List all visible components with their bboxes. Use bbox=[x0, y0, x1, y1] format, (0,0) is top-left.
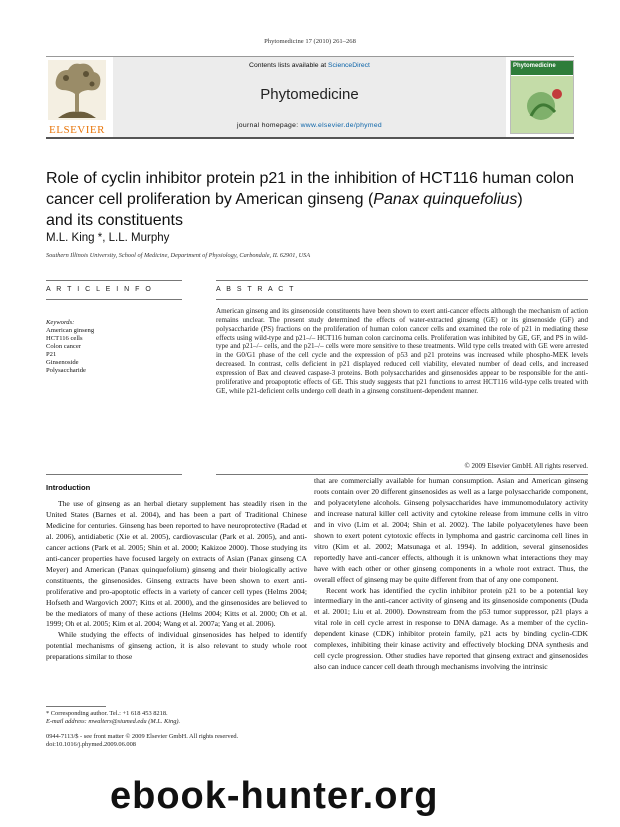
title-line-1: Role of cyclin inhibitor protein p21 in the inhibition of HCT116 human colon bbox=[46, 170, 575, 187]
watermark: ebook-hunter.org bbox=[110, 775, 439, 817]
abstract-bottom-rule bbox=[216, 474, 588, 475]
body-column-right bbox=[314, 476, 588, 673]
title-line-2: cancer cell proliferation by American ginseng (Panax quinquefolius) bbox=[46, 191, 523, 208]
article-info-top-rule bbox=[46, 280, 182, 281]
keyword: Colon cancer bbox=[46, 343, 81, 350]
introduction-heading: Introduction bbox=[46, 483, 91, 492]
abstract-header: A B S T R A C T bbox=[216, 286, 296, 293]
keyword: HCT116 cells bbox=[46, 335, 83, 342]
journal-citation: Phytomedicine 17 (2010) 261–268 bbox=[264, 38, 356, 45]
keywords-label: Keywords: bbox=[46, 319, 75, 326]
body-column-left bbox=[46, 499, 307, 663]
intro-paragraph-1: The use of ginseng as an herbal dietary supplement has steadily risen in the United States (Barnes et al. 2004), and has been a part of Traditional Chinese Medicine for centuries. Ginseng has been reported to have neuroprotective (Radad et al. 2006), antidiabetic (Xie et al. 2005), cardiovascular (Park et al. 2005), and anti-cancer actions (Park et al. 2005; Shin et al. 2000; Kakizoe 2000). Those studying its anti-cancer properties have focused largely on extracts of Asian (Panax ginseng CA Meyer) and American (Panax quinquefolium) ginseng and their biologically active constituents, the ginsenosides. Ginseng extracts have been shown to exert anti-proliferative and pro-apoptotic effects in a variety of cancer cell types (Helms 2004; Hofseth and Wargovich 2007; Kitts et al. 2000), and the ginsenosides are believed to be the mediators of many of these actions (Helms 2004; Kitts et al. 2000; Oh et al. 1999; Oh et al. 2005; Kim et al. 2004; Wang et al. 2007a; Yang et al. 2006). bbox=[46, 499, 307, 629]
publisher-name: ELSEVIER bbox=[49, 124, 105, 136]
contents-prefix: Contents lists available at bbox=[249, 62, 329, 69]
elsevier-tree-logo-icon bbox=[48, 60, 106, 132]
homepage-link[interactable]: www.elsevier.de/phymed bbox=[300, 122, 382, 129]
journal-name: Phytomedicine bbox=[260, 86, 359, 103]
keyword: P21 bbox=[46, 351, 57, 358]
keyword: Polysaccharide bbox=[46, 367, 86, 374]
title-line-3: and its constituents bbox=[46, 212, 183, 229]
banner-top-rule bbox=[46, 56, 574, 57]
intro-paragraph-3: that are commercially available for human consumption. Asian and American ginseng roots contain over 20 different ginsenosides as well as a large polysaccharide component, and polyacetylene alcohols. Ginseng polysaccharides have immunomodulatory activity and increase natural killer cell activity and cytokine release from immune cells in vitro and in vivo (Lim et al. 2004; Shin et al. 2002). The labile polyacetylenes have been shown to exert potent cytotoxic effects in lymphoma and gastric carcinoma cell lines in vitro (Kim et al. 2002; Matsunaga et al. 1994). In addition, several ginsenosides reportedly have anti-cancer effects, although it is unknown what interactions they may have with each other or other ginseng components in a whole root extract. Thus, the overall effect of ginseng may be quite different from that of any one component. bbox=[314, 476, 588, 584]
footnote-email: E-mail address: mwalters@siumed.edu (M.L. King). bbox=[46, 718, 181, 725]
abstract-top-rule bbox=[216, 280, 588, 281]
footnote-phone: * Corresponding author. Tel.: +1 618 453 8218. bbox=[46, 710, 168, 717]
homepage-prefix: journal homepage: bbox=[237, 122, 301, 129]
abstract-divider bbox=[216, 299, 588, 300]
keyword: Ginsenoside bbox=[46, 359, 79, 366]
issn-line: 0944-7113/$ - see front matter © 2009 Elsevier GmbH. All rights reserved. bbox=[46, 733, 239, 740]
keyword-list bbox=[46, 327, 94, 375]
affiliation: Southern Illinois University, School of Medicine, Department of Physiology, Carbondale, IL 62901, USA bbox=[46, 252, 311, 259]
journal-cover-image bbox=[510, 60, 574, 134]
intro-paragraph-2: While studying the effects of individual ginsenosides has helped to identify potential mechanisms of ginseng action, it is also relevant to study whole root preparations similar to those bbox=[46, 630, 307, 662]
banner-bottom-rule bbox=[46, 137, 574, 139]
corresponding-author-footnote bbox=[46, 710, 180, 726]
front-matter bbox=[46, 733, 238, 749]
footnote-rule bbox=[46, 706, 106, 707]
article-info-divider bbox=[46, 299, 182, 300]
doi-line[interactable]: doi:10.1016/j.phymed.2009.06.008 bbox=[46, 741, 136, 748]
keyword: American ginseng bbox=[46, 327, 95, 334]
author-list: M.L. King *, L.L. Murphy bbox=[46, 232, 170, 244]
sciencedirect-link[interactable]: ScienceDirect bbox=[328, 62, 370, 69]
cover-title: Phytomedicine bbox=[513, 63, 556, 69]
copyright-notice: © 2009 Elsevier GmbH. All rights reserved. bbox=[464, 462, 588, 470]
intro-paragraph-4: Recent work has identified the cyclin inhibitor protein p21 to be a potential key intermediary in the anti-cancer activity of ginseng and its ginsenoside components (Duda et al. 2001; Liu et al. 2000). Downstream from the p53 tumor suppressor, p21 plays a vital role in cell cycle arrest in response to DNA damage. As a member of the cyclin-dependent kinase (CDK) inhibitor protein family, p21 acts by binding cyclin-CDK complexes, inhibiting their kinase activity and effectively blocking DNA synthesis and cell cycle progression. Other studies have reported that ginseng extract and ginsenosides also can induce cancer cell death through mechanisms involving the intrinsic bbox=[314, 585, 588, 672]
article-info-bottom-rule bbox=[46, 474, 182, 475]
article-info-header: A R T I C L E I N F O bbox=[46, 286, 153, 293]
article-title bbox=[46, 168, 586, 231]
abstract-text: American ginseng and its ginsenoside constituents have been shown to exert anti-cancer effects although the mechanism of action remains unclear. The present study determined the effects of water-extracted ginseng (GE) or its ginsenoside (GF) and polysaccharide (PS) fractions on the proliferation of human colon cancer cells and examined the role of p21 in mediating these effects using wild-type and p21–/– HCT116 human colon carcinoma cells. Proliferation was inhibited by GE, GF, and PS in wild-type and p21–/– cells, and the p21–/– cells were more sensitive to these treatments. Wild type cells treated with GE were arrested in the G0/G1 phase of the cell cycle and the expression of p53 and p21 proteins was increased while phospho-MEK levels decreased. In contrast, cells deficient in p21 displayed reduced cell viability, elevated number of dead cells, and increased expression of Bax and cleaved caspase-3 proteins. Both polysaccharides and ginsenosides appear to be responsible for the anti-proliferative and proapoptotic effects of GE. This study suggests that p21 functions to arrest HCT116 wild-type cells treated with GE, while p21-deficient cells undergo cell death in a ginseng constituent-dependent manner. bbox=[216, 307, 588, 395]
homepage-line bbox=[113, 122, 506, 129]
contents-line bbox=[113, 62, 506, 69]
